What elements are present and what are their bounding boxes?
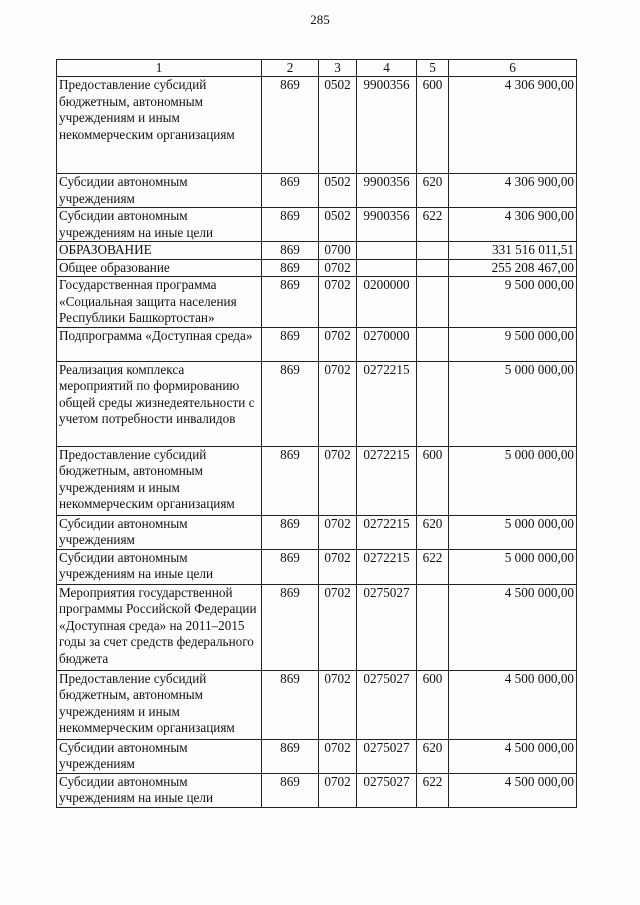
table-row — [57, 515, 577, 549]
amount-cell: 5 000 000,00 — [449, 515, 577, 549]
amount-cell: 4 306 900,00 — [449, 174, 577, 208]
target-code-cell: 0200000 — [357, 277, 417, 328]
row-name-cell: Субсидии автономным учреждениям — [57, 174, 262, 208]
table-row — [57, 77, 577, 174]
admin-code-cell: 869 — [262, 515, 319, 549]
expense-type-cell: 600 — [417, 446, 449, 515]
target-code-cell: 0272215 — [357, 515, 417, 549]
section-code-cell: 0702 — [319, 773, 357, 807]
table-row — [57, 773, 577, 807]
row-name-cell: Подпрограмма «Доступная среда» — [57, 327, 262, 361]
section-code-cell: 0702 — [319, 549, 357, 584]
amount-cell: 4 306 900,00 — [449, 208, 577, 242]
section-code-cell: 0702 — [319, 327, 357, 361]
admin-code-cell: 869 — [262, 584, 319, 670]
row-name-cell: Государственная программа «Социальная защита населения Республики Башкортостан» — [57, 277, 262, 328]
amount-cell: 4 500 000,00 — [449, 739, 577, 773]
expense-type-cell — [417, 277, 449, 328]
column-header: 2 — [262, 60, 319, 77]
target-code-cell: 9900356 — [357, 174, 417, 208]
amount-cell: 5 000 000,00 — [449, 361, 577, 446]
admin-code-cell: 869 — [262, 549, 319, 584]
row-name-cell: Предоставление субсидий бюджетным, автономным учреждениям и иным некоммерческим организациям — [57, 670, 262, 739]
column-header: 4 — [357, 60, 417, 77]
row-name-cell: Субсидии автономным учреждениям — [57, 515, 262, 549]
admin-code-cell: 869 — [262, 208, 319, 242]
admin-code-cell: 869 — [262, 446, 319, 515]
target-code-cell: 9900356 — [357, 77, 417, 174]
admin-code-cell: 869 — [262, 327, 319, 361]
row-name-cell: Субсидии автономным учреждениям на иные цели — [57, 773, 262, 807]
target-code-cell: 0275027 — [357, 584, 417, 670]
section-code-cell: 0702 — [319, 277, 357, 328]
page-number: 285 — [310, 12, 330, 27]
expense-type-cell — [417, 584, 449, 670]
admin-code-cell: 869 — [262, 361, 319, 446]
target-code-cell: 9900356 — [357, 208, 417, 242]
table-row — [57, 259, 577, 277]
row-name-cell: ОБРАЗОВАНИЕ — [57, 242, 262, 260]
table-row — [57, 739, 577, 773]
admin-code-cell: 869 — [262, 670, 319, 739]
section-code-cell: 0702 — [319, 361, 357, 446]
row-name-cell: Субсидии автономным учреждениям на иные цели — [57, 208, 262, 242]
section-code-cell: 0702 — [319, 584, 357, 670]
row-name-cell: Общее образование — [57, 259, 262, 277]
section-code-cell: 0700 — [319, 242, 357, 260]
admin-code-cell: 869 — [262, 773, 319, 807]
section-code-cell: 0502 — [319, 77, 357, 174]
admin-code-cell: 869 — [262, 77, 319, 174]
expense-type-cell: 622 — [417, 208, 449, 242]
table-row — [57, 174, 577, 208]
admin-code-cell: 869 — [262, 277, 319, 328]
target-code-cell — [357, 242, 417, 260]
amount-cell: 255 208 467,00 — [449, 259, 577, 277]
target-code-cell: 0275027 — [357, 739, 417, 773]
admin-code-cell: 869 — [262, 259, 319, 277]
section-code-cell: 0502 — [319, 174, 357, 208]
row-name-cell: Предоставление субсидий бюджетным, автономным учреждениям и иным некоммерческим организациям — [57, 446, 262, 515]
table-row — [57, 446, 577, 515]
amount-cell: 4 500 000,00 — [449, 773, 577, 807]
section-code-cell: 0502 — [319, 208, 357, 242]
amount-cell: 4 500 000,00 — [449, 584, 577, 670]
table-row — [57, 208, 577, 242]
table-header-row — [57, 60, 577, 77]
expense-type-cell — [417, 361, 449, 446]
table-row — [57, 242, 577, 260]
table-row — [57, 670, 577, 739]
column-header: 1 — [57, 60, 262, 77]
table-row — [57, 584, 577, 670]
expense-type-cell: 622 — [417, 773, 449, 807]
column-header: 6 — [449, 60, 577, 77]
table-body — [57, 77, 577, 808]
amount-cell: 9 500 000,00 — [449, 327, 577, 361]
expense-type-cell: 600 — [417, 77, 449, 174]
section-code-cell: 0702 — [319, 259, 357, 277]
row-name-cell: Субсидии автономным учреждениям — [57, 739, 262, 773]
section-code-cell: 0702 — [319, 670, 357, 739]
table-row — [57, 361, 577, 446]
amount-cell: 331 516 011,51 — [449, 242, 577, 260]
target-code-cell — [357, 259, 417, 277]
row-name-cell: Предоставление субсидий бюджетным, автономным учреждениям и иным некоммерческим организациям — [57, 77, 262, 174]
row-name-cell: Субсидии автономным учреждениям на иные цели — [57, 549, 262, 584]
expense-type-cell: 622 — [417, 549, 449, 584]
admin-code-cell: 869 — [262, 242, 319, 260]
expense-type-cell: 620 — [417, 515, 449, 549]
table-row — [57, 277, 577, 328]
row-name-cell: Мероприятия государственной программы Российской Федерации «Доступная среда» на 2011–2015 годы за счет средств федерального бюджета — [57, 584, 262, 670]
expense-type-cell: 620 — [417, 174, 449, 208]
target-code-cell: 0272215 — [357, 361, 417, 446]
admin-code-cell: 869 — [262, 739, 319, 773]
section-code-cell: 0702 — [319, 515, 357, 549]
expense-type-cell: 620 — [417, 739, 449, 773]
target-code-cell: 0275027 — [357, 773, 417, 807]
expense-type-cell: 600 — [417, 670, 449, 739]
amount-cell: 5 000 000,00 — [449, 446, 577, 515]
admin-code-cell: 869 — [262, 174, 319, 208]
expense-type-cell — [417, 242, 449, 260]
section-code-cell: 0702 — [319, 446, 357, 515]
amount-cell: 4 306 900,00 — [449, 77, 577, 174]
target-code-cell: 0272215 — [357, 446, 417, 515]
target-code-cell: 0275027 — [357, 670, 417, 739]
amount-cell: 5 000 000,00 — [449, 549, 577, 584]
section-code-cell: 0702 — [319, 739, 357, 773]
target-code-cell: 0272215 — [357, 549, 417, 584]
table-row — [57, 327, 577, 361]
column-header: 3 — [319, 60, 357, 77]
amount-cell: 9 500 000,00 — [449, 277, 577, 328]
table-row — [57, 549, 577, 584]
budget-table — [56, 59, 577, 808]
amount-cell: 4 500 000,00 — [449, 670, 577, 739]
expense-type-cell — [417, 259, 449, 277]
column-header: 5 — [417, 60, 449, 77]
target-code-cell: 0270000 — [357, 327, 417, 361]
expense-type-cell — [417, 327, 449, 361]
row-name-cell: Реализация комплекса мероприятий по формированию общей среды жизнедеятельности с учетом потребности инвалидов — [57, 361, 262, 446]
